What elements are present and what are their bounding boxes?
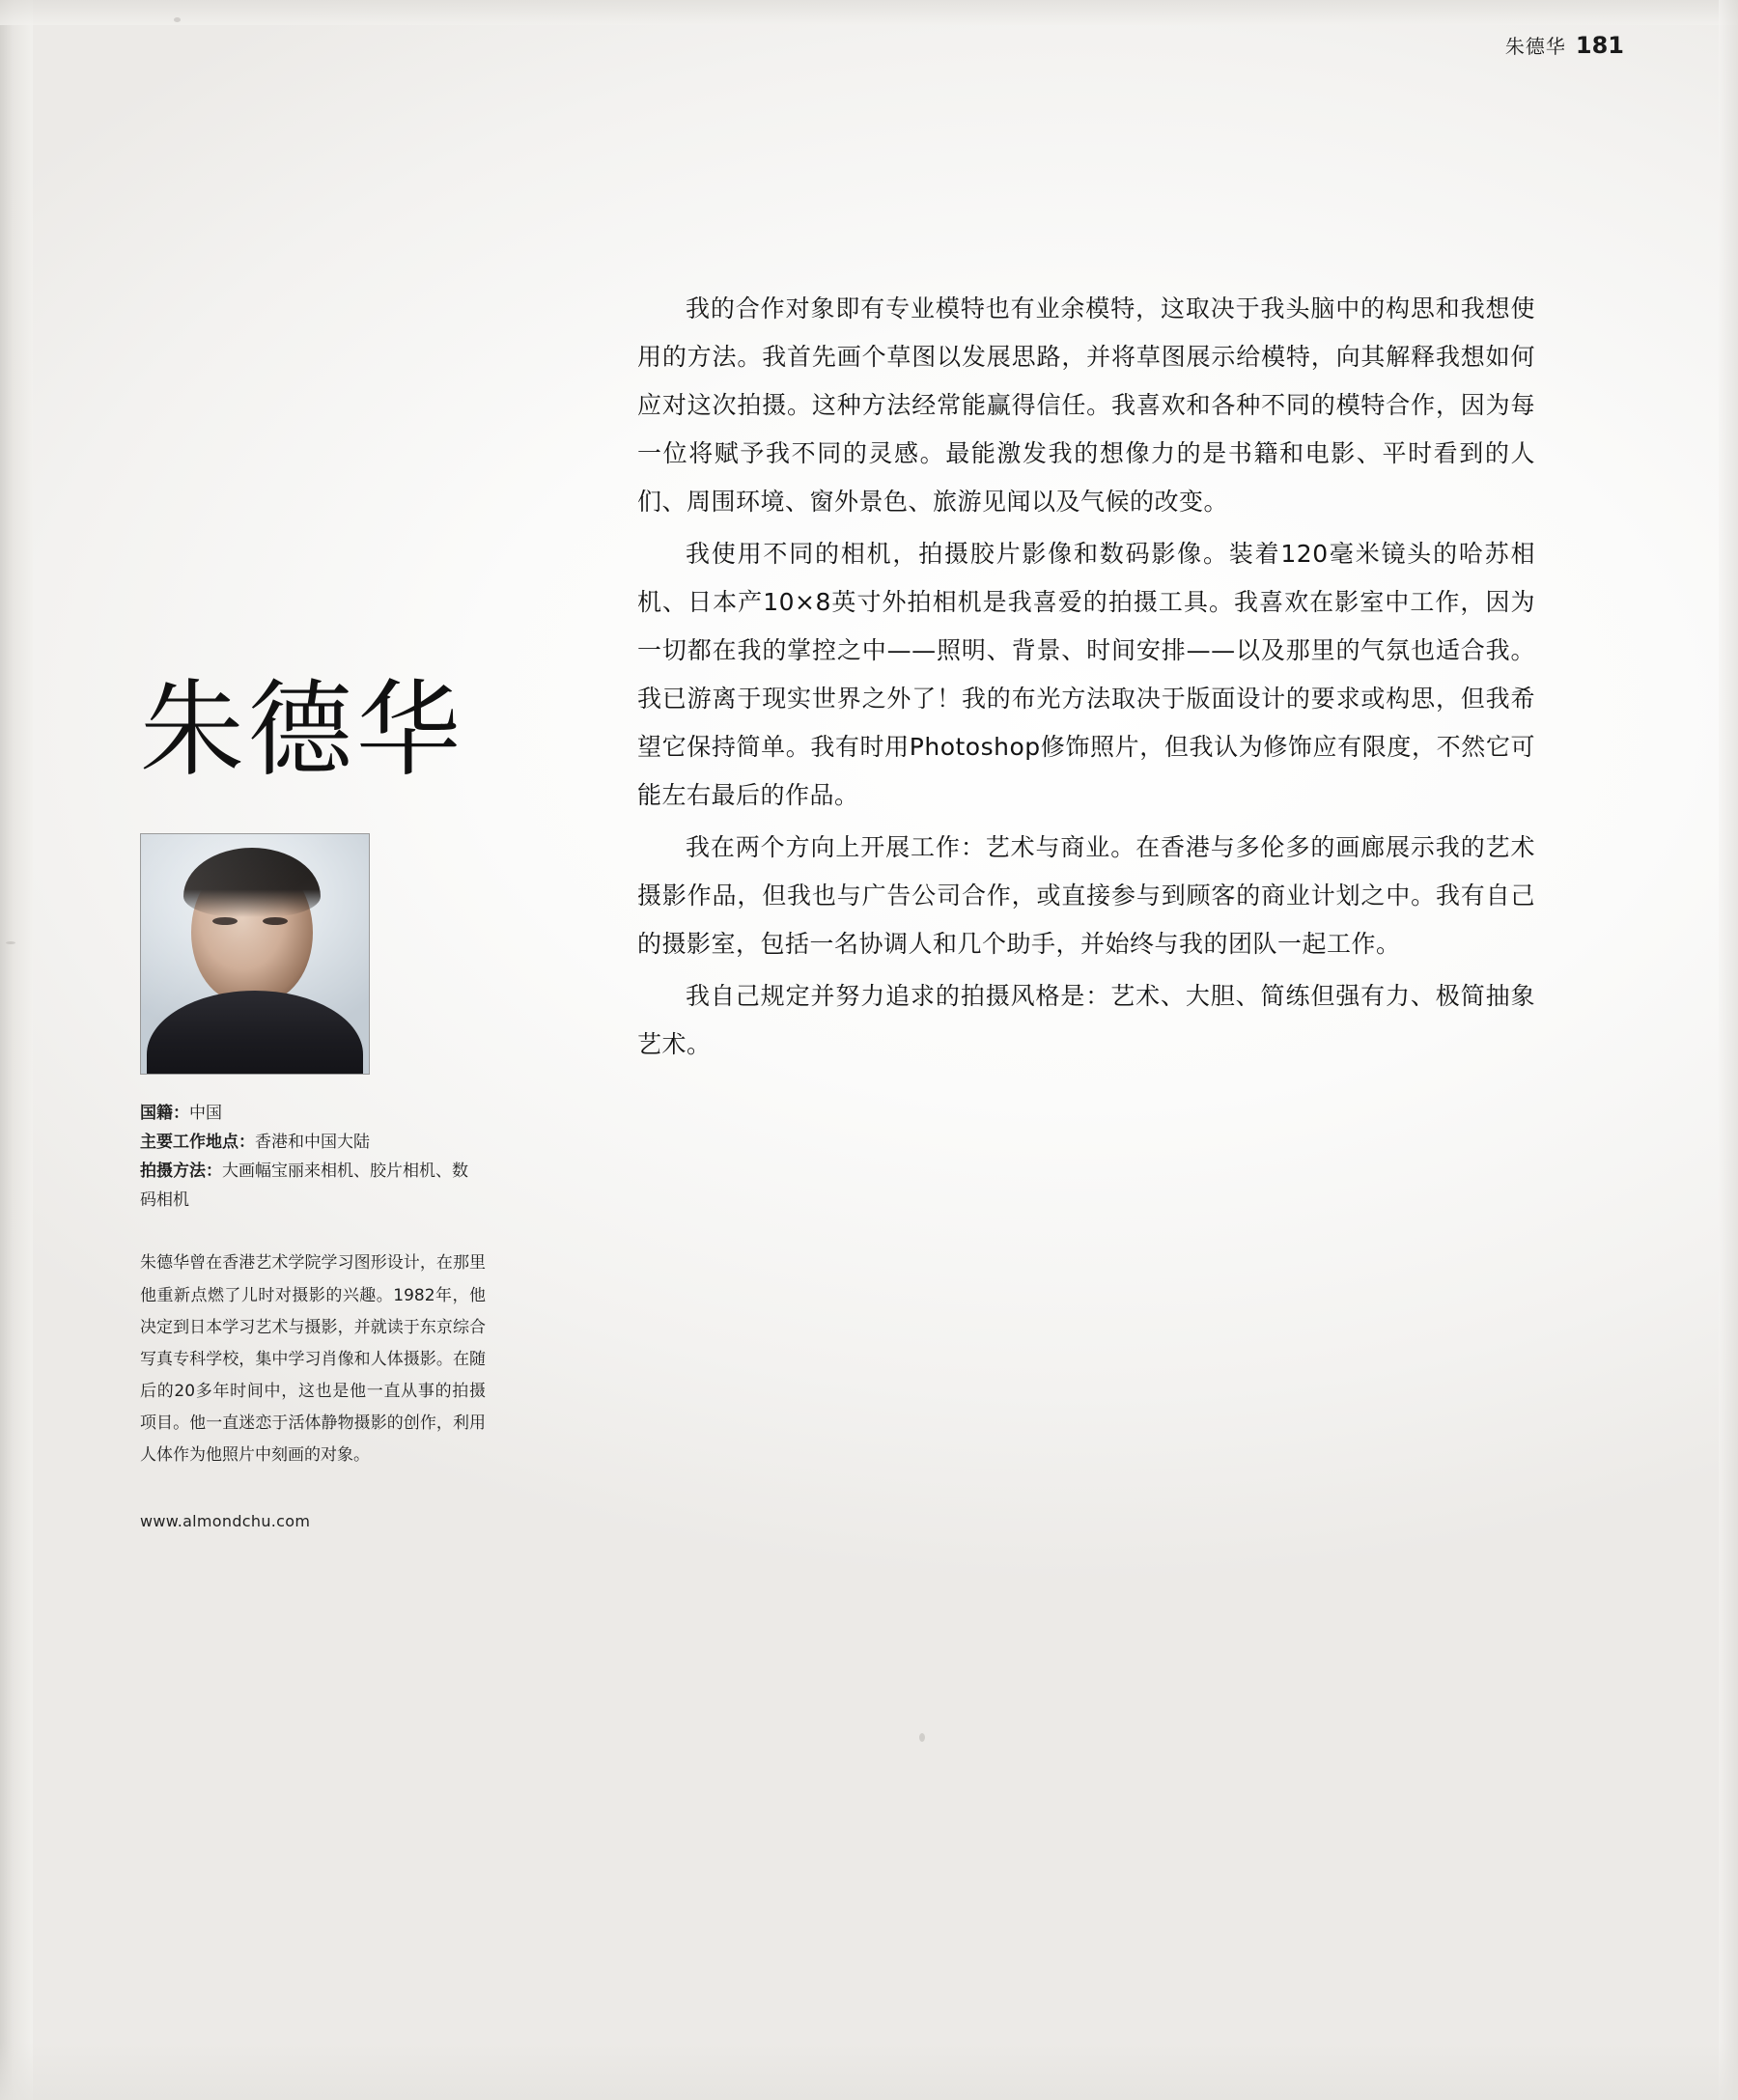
scan-speck [174,17,181,22]
body-paragraph: 我使用不同的相机，拍摄胶片影像和数码影像。装着120毫米镜头的哈苏相机、日本产10×8英寸外拍相机是我喜爱的拍摄工具。我喜欢在影室中工作，因为一切都在我的掌控之中——照明、背景、时间安排——以及那里的气氛也适合我。我已游离于现实世界之外了！我的布光方法取决于版面设计的要求或构思，但我希望它保持简单。我有时用Photoshop修饰照片，但我认为修饰应有限度，不然它可能左右最后的作品。 [637,540,1535,809]
portrait-photo [140,833,370,1075]
page-right-edge-shadow [1719,0,1738,2100]
body-paragraph: 我的合作对象即有专业模特也有业余模特，这取决于我头脑中的构思和我想使用的方法。我首先画个草图以发展思路，并将草图展示给模特，向其解释我想如何应对这次拍摄。这种方法经常能赢得信任。我喜欢和各种不同的模特合作，因为每一位将赋予我不同的灵感。最能激发我的想像力的是书籍和电影、平时看到的人们、周围环境、窗外景色、旅游见闻以及气候的改变。 [637,294,1535,516]
page-bottom-edge-shadow [0,2042,1738,2100]
body-paragraph: 我在两个方向上开展工作：艺术与商业。在香港与多伦多的画廊展示我的艺术摄影作品，但我也与广告公司合作，或直接参与到顾客的商业计划之中。我有自己的摄影室，包括一名协调人和几个助手，并始终与我的团队一起工作。 [637,833,1535,958]
metadata-value: 中国 [189,1104,222,1124]
page-number: 181 [1575,32,1624,59]
page-top-edge-shadow [0,0,1738,25]
metadata-row-location [140,1129,468,1158]
metadata-list [140,1100,468,1215]
left-column [140,670,526,1531]
right-column [637,285,1535,1073]
metadata-label: 拍摄方法： [140,1161,222,1181]
metadata-label: 主要工作地点： [140,1133,255,1153]
portrait-highlight [141,834,369,1074]
scan-speck [6,941,15,944]
page-left-edge-shadow [0,0,33,2100]
metadata-value: 香港和中国大陆 [255,1133,370,1153]
running-head-name: 朱德华 [1504,35,1566,58]
metadata-label: 国籍： [140,1104,189,1124]
biography-text: 朱德华曾在香港艺术学院学习图形设计，在那里他重新点燃了儿时对摄影的兴趣。1982年，他决定到日本学习艺术与摄影，并就读于东京综合写真专科学校，集中学习肖像和人体摄影。在随后的20多年时间中，这也是他一直从事的拍摄项目。他一直迷恋于活体静物摄影的创作，利用人体作为他照片中刻画的对象。 [140,1253,486,1466]
body-paragraph: 我自己规定并努力追求的拍摄风格是：艺术、大胆、简练但强有力、极简抽象艺术。 [637,982,1535,1058]
running-head [1505,31,1624,59]
metadata-value: 大画幅宝丽来相机、胶片相机、数码相机 [140,1161,468,1210]
scan-speck [919,1733,925,1742]
website-link[interactable]: www.almondchu.com [140,1512,311,1531]
page-title: 朱德华 [140,670,465,791]
metadata-row-method [140,1158,468,1216]
metadata-row-nationality [140,1100,468,1129]
